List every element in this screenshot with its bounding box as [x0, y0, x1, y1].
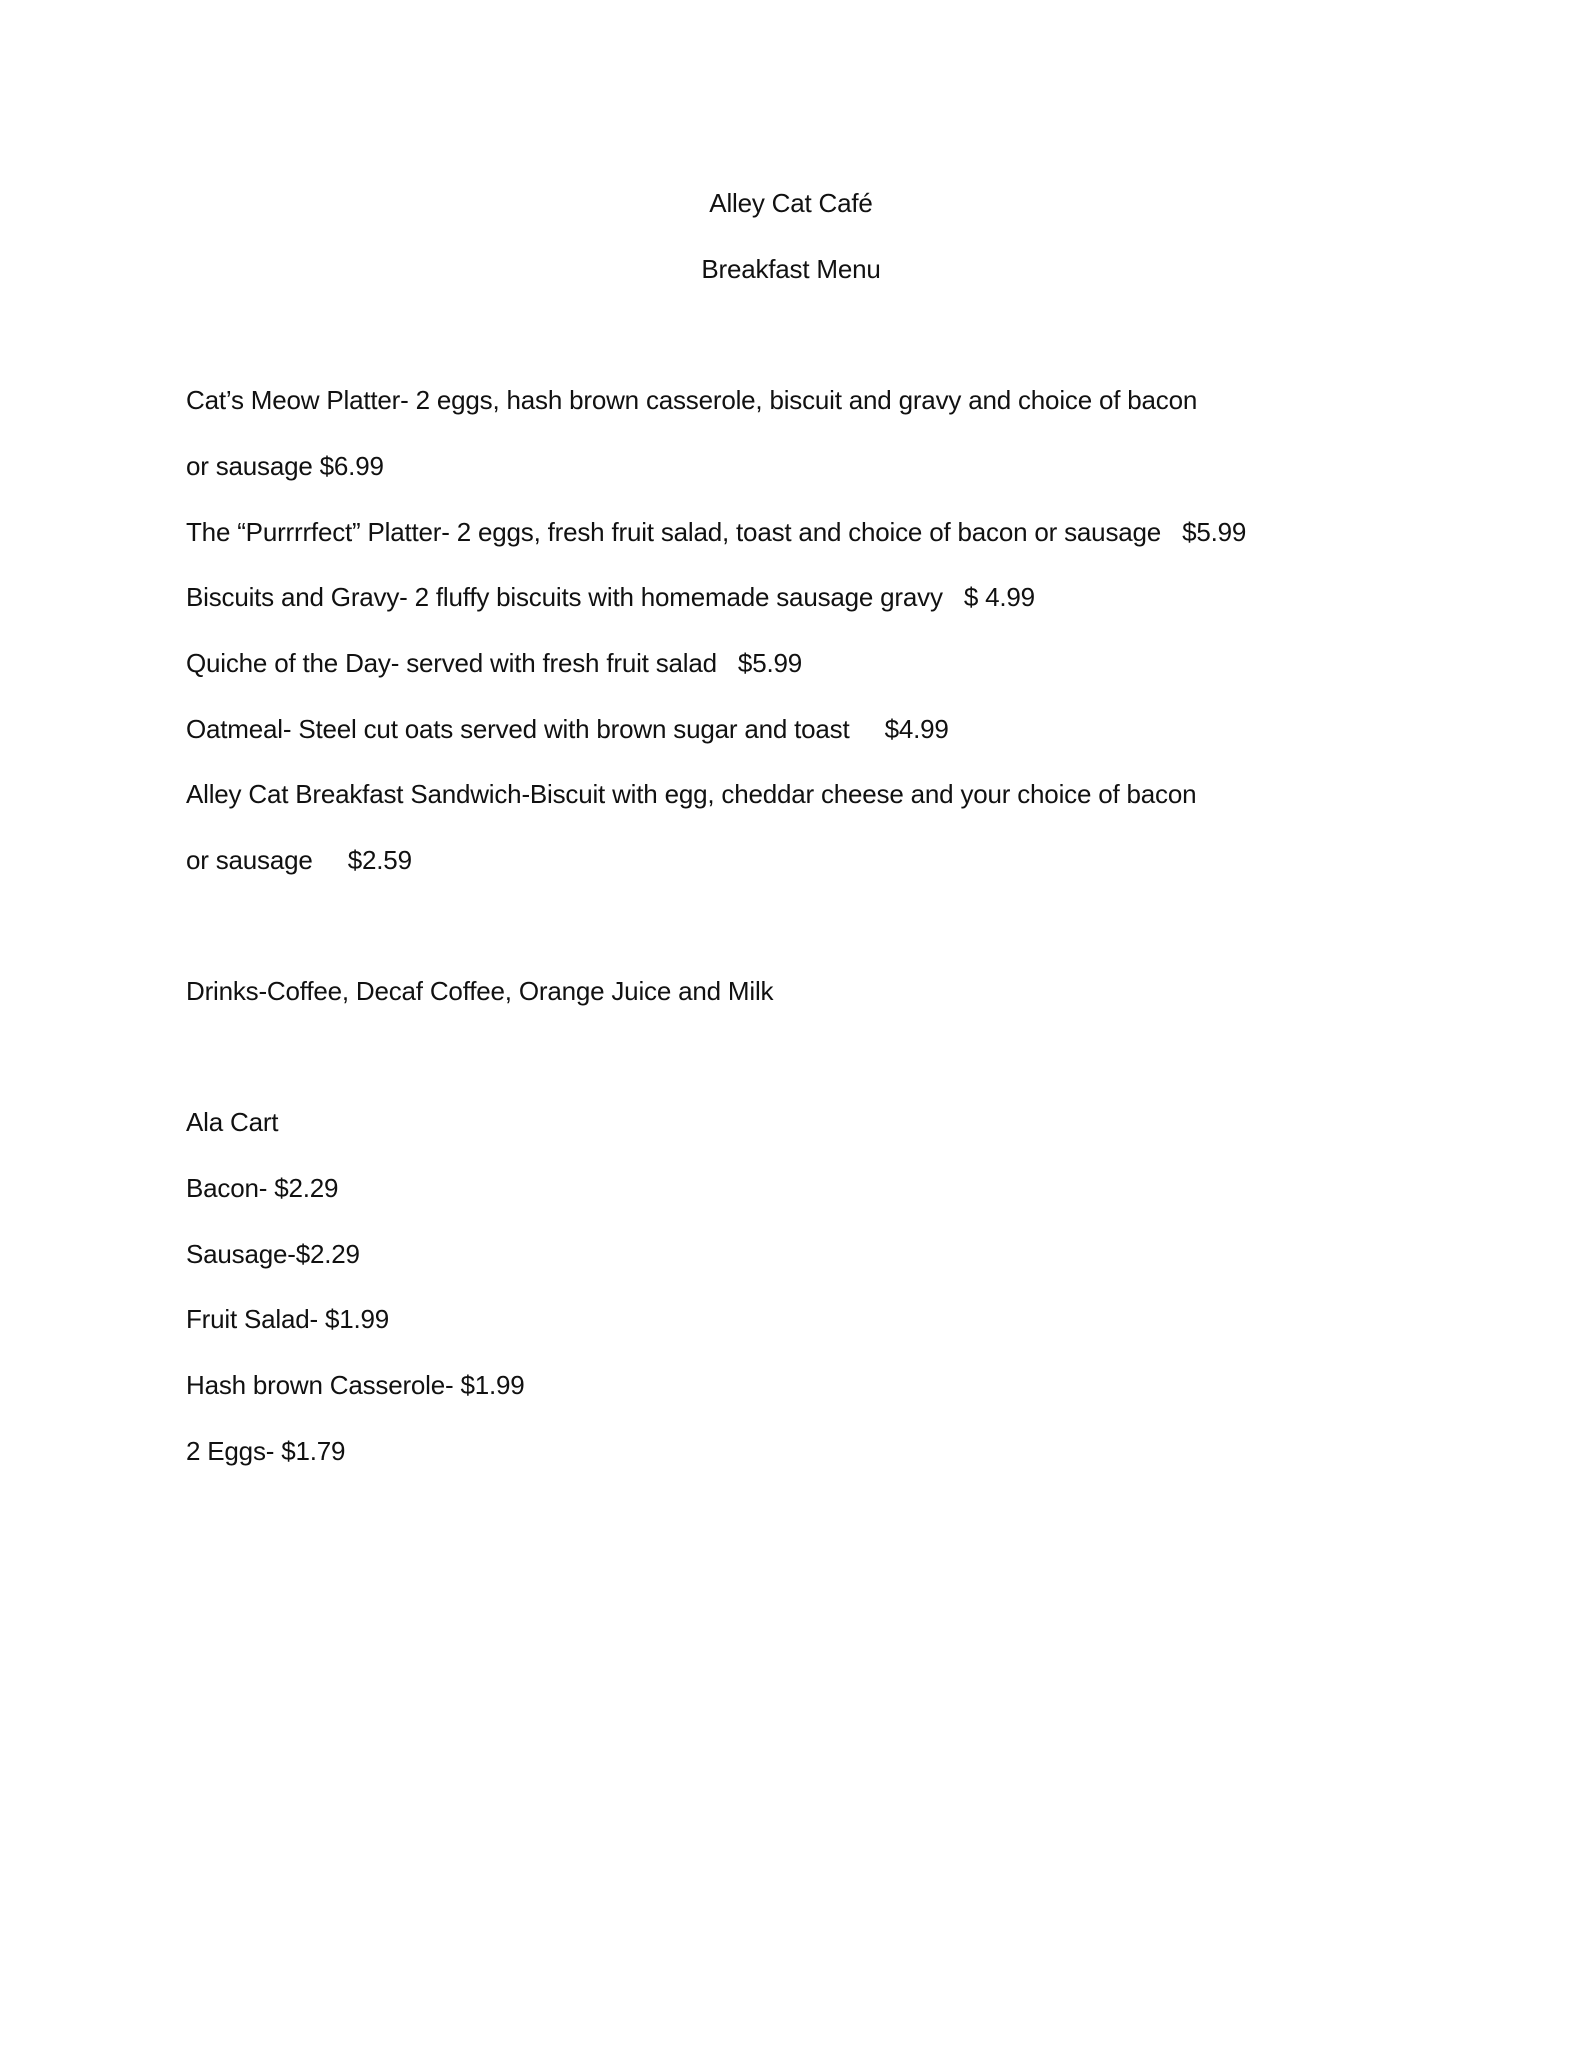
menu-line: Cat’s Meow Platter- 2 eggs, hash brown casserole, biscuit and gravy and choice of bacon — [186, 385, 1198, 415]
menu-line: Oatmeal- Steel cut oats served with brown sugar and toast $4.99 — [186, 714, 949, 744]
menu-line: Alley Cat Breakfast Sandwich-Biscuit with egg, cheddar cheese and your choice of bacon — [186, 779, 1197, 809]
menu-line: or sausage $6.99 — [186, 451, 384, 481]
page-subtitle: Breakfast Menu — [701, 254, 881, 284]
page-title: Alley Cat Café — [709, 188, 873, 218]
ala-cart-item: Fruit Salad- $1.99 — [186, 1304, 390, 1334]
ala-cart-item: Hash brown Casserole- $1.99 — [186, 1370, 525, 1400]
ala-cart-heading: Ala Cart — [186, 1107, 279, 1137]
menu-line: Quiche of the Day- served with fresh fruit salad $5.99 — [186, 648, 802, 678]
menu-line: or sausage $2.59 — [186, 845, 412, 875]
ala-cart-item: Sausage-$2.29 — [186, 1239, 360, 1269]
ala-cart-item: Bacon- $2.29 — [186, 1173, 339, 1203]
menu-line: Biscuits and Gravy- 2 fluffy biscuits with homemade sausage gravy $ 4.99 — [186, 582, 1035, 612]
drinks-line: Drinks-Coffee, Decaf Coffee, Orange Juice and Milk — [186, 976, 774, 1006]
ala-cart-item: 2 Eggs- $1.79 — [186, 1436, 346, 1466]
menu-line: The “Purrrrfect” Platter- 2 eggs, fresh fruit salad, toast and choice of bacon or sausage $5.99 — [186, 517, 1247, 547]
